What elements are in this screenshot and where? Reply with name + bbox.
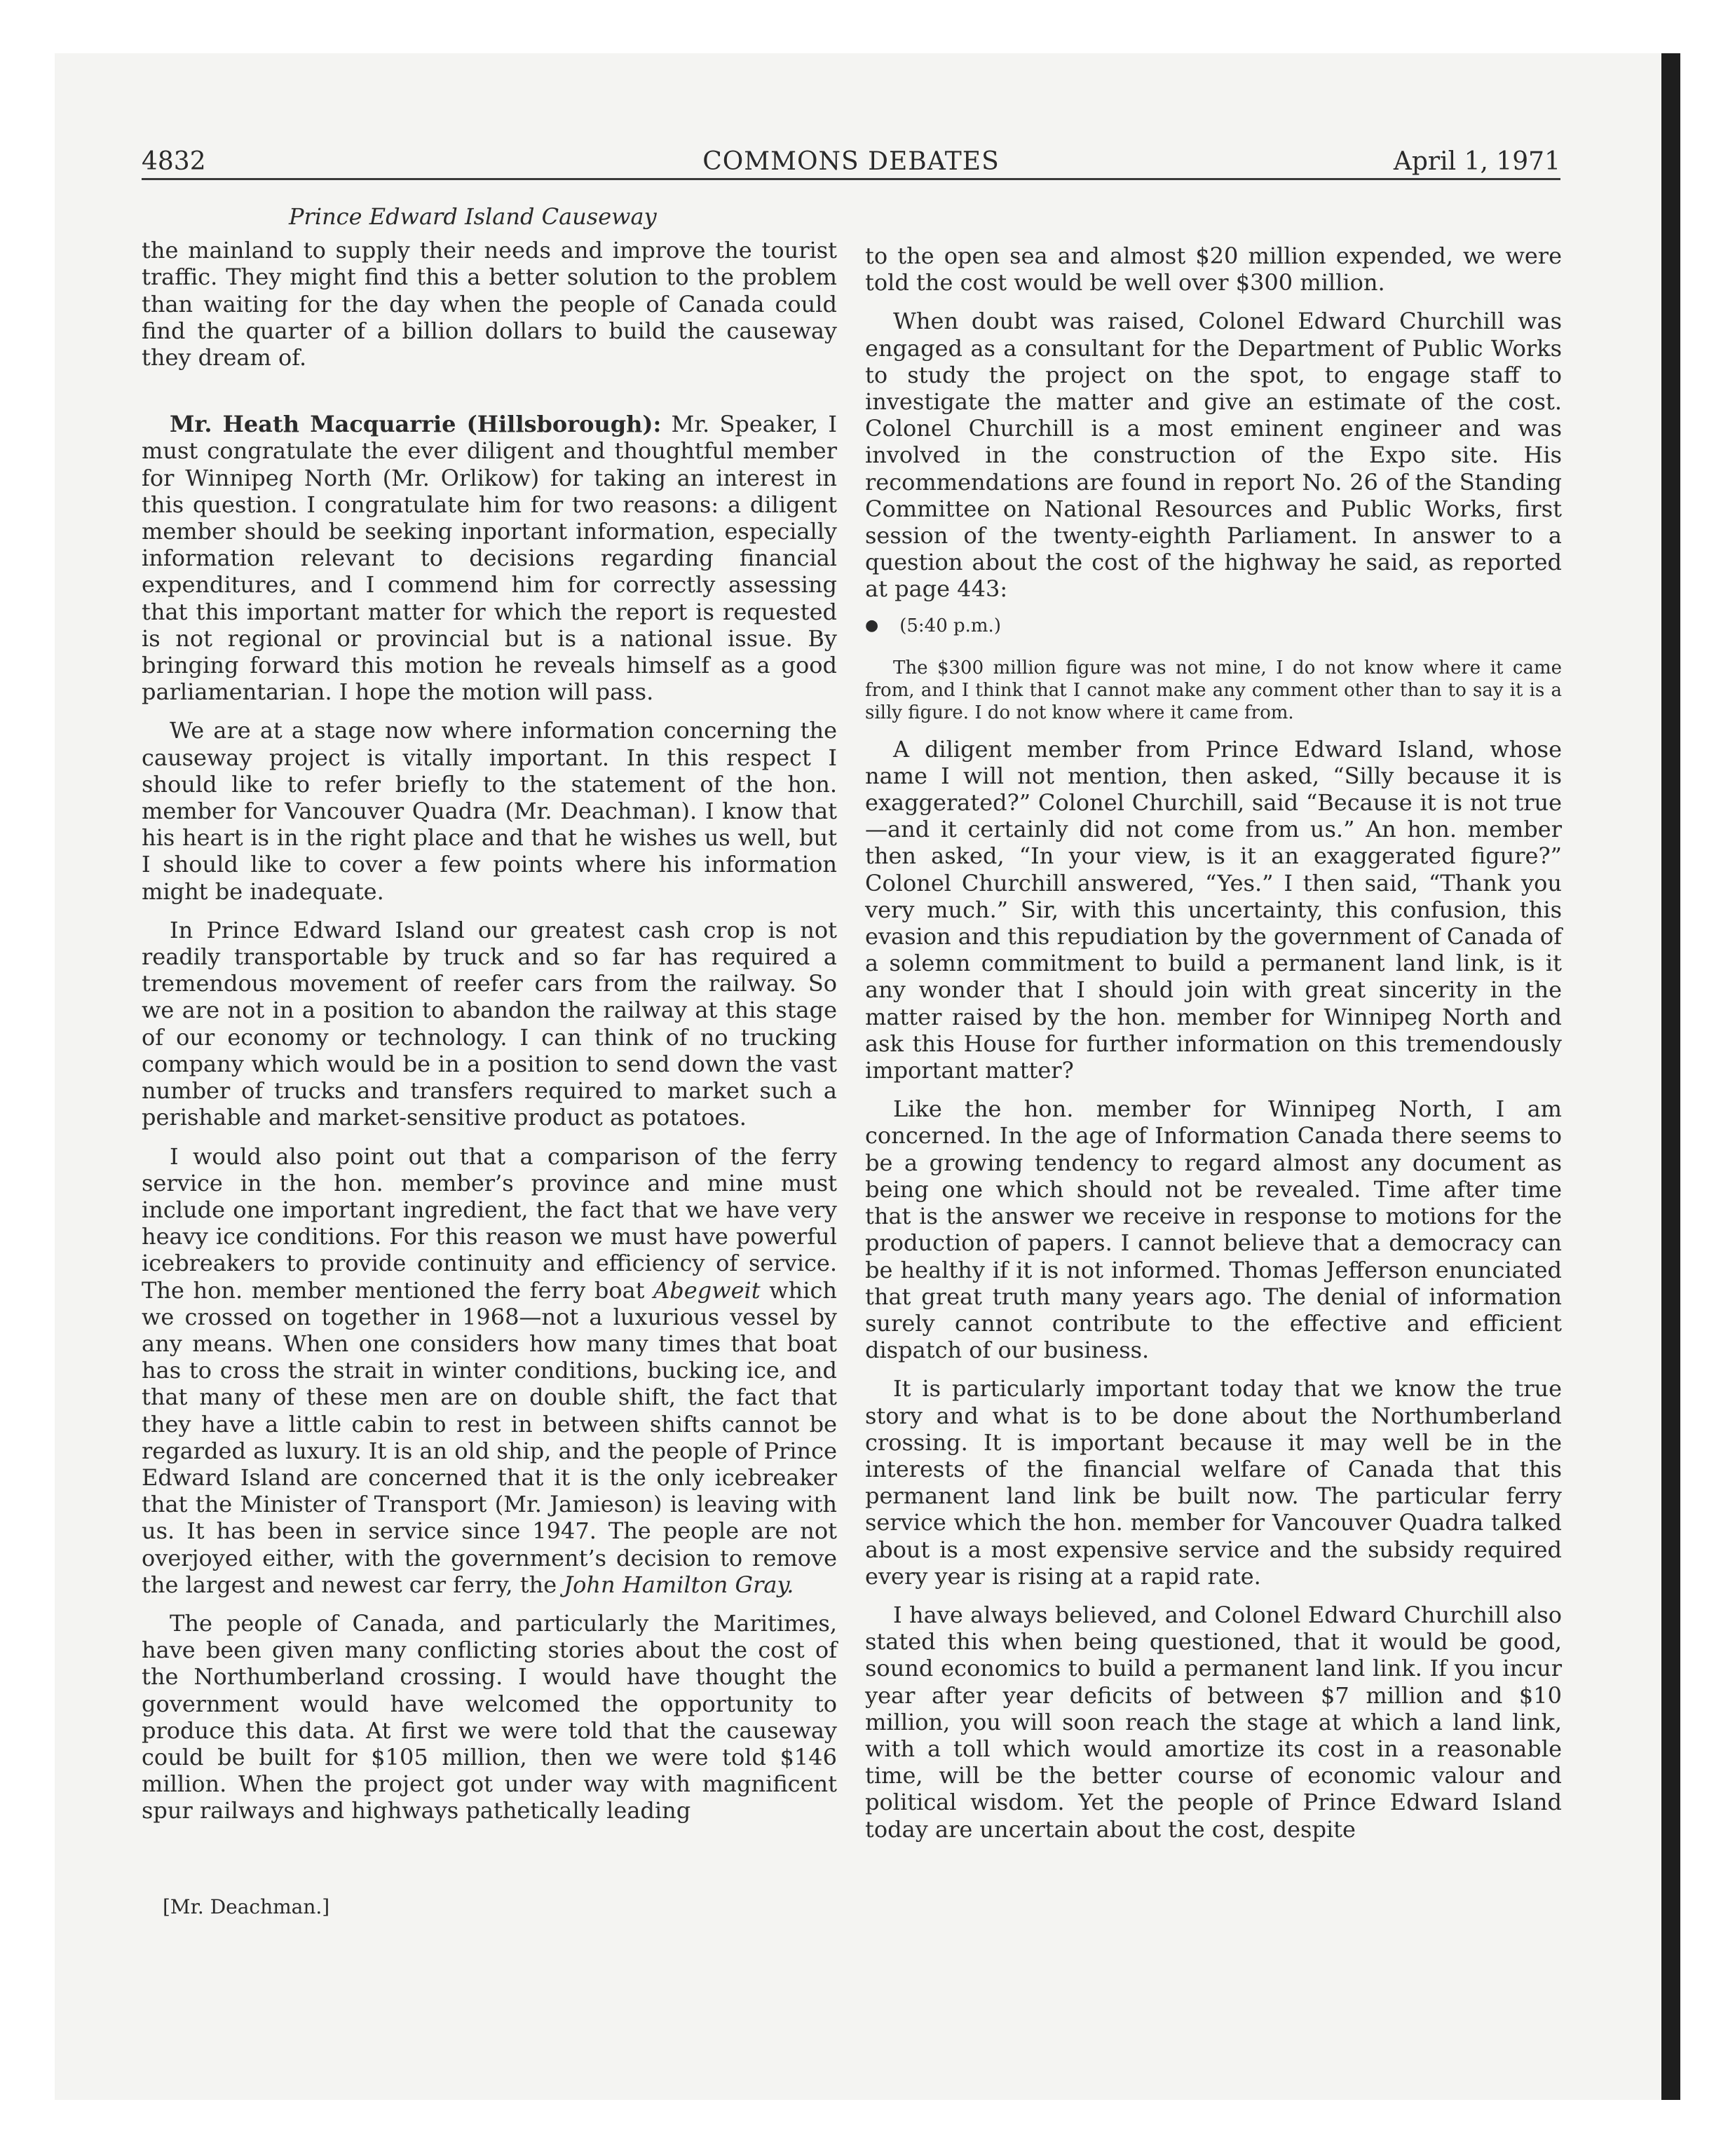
paragraph: We are at a stage now where information concerning the causeway project is vitally important. In this respect I should like to refer briefly to the statement of the hon. member for Vancouver Quadra (Mr. Deachman). I know that his heart is in the right place and that he wishes us well, but I should like to cover a few points where his information might be inadequate. (142, 717, 837, 905)
paragraph (142, 411, 837, 705)
speech-text: Mr. Speaker, I must congratulate the ever diligent and thoughtful member for Winnipeg North (Mr. Orlikow) for taking an interest in this question. I congratulate him for two reasons: a diligent member should be seeking inportant information, especially information relevant to decisions regarding financial expenditures, and I commend him for correctly assessing that this important matter for which the report is requested is not regional or provincial but is a national issue. By bringing forward this motion he reveals himself as a good parliamentarian. I hope the motion will pass. (142, 411, 838, 706)
paragraph (142, 1143, 837, 1598)
page-header (142, 146, 1560, 180)
footer-note: [Mr. Deachman.] (163, 1895, 330, 1918)
left-column (142, 203, 837, 1836)
ship-name: John Hamilton Gray. (564, 1571, 794, 1598)
speaker-name: Mr. Heath Macquarrie (Hillsborough): (170, 411, 662, 438)
section-title: Prince Edward Island Causeway (289, 203, 657, 230)
paragraph: the mainland to supply their needs and improve the tourist traffic. They might find this a better solution to the problem than waiting for the day when the people of Canada could find the quarter of a billion dollars to build the causeway they dream of. (142, 237, 837, 371)
paragraph: I have always believed, and Colonel Edward Churchill also stated this when being questioned, that it would be good, sound economics to build a permanent land link. If you incur year after year deficits of between $7 million and $10 million, you will soon reach the stage at which a land link, with a toll which would amortize its cost in a reasonable time, will be the better course of economic valour and political wisdom. Yet the people of Prince Edward Island today are uncertain about the cost, despite (865, 1601, 1562, 1843)
right-column (865, 243, 1562, 1855)
publication-date: April 1, 1971 (1393, 147, 1560, 176)
block-quote: The $300 million figure was not mine, I do not know where it came from, and I think that I cannot make any comment other than to say it is a silly figure. I do not know where it came from. (865, 657, 1562, 723)
timestamp-text: (5:40 p.m.) (899, 615, 1001, 636)
page-number: 4832 (142, 147, 206, 176)
paragraph: In Prince Edward Island our greatest cash crop is not readily transportable by truck and so far has required a tremendous movement of reefer cars from the railway. So we are not in a position to abandon the railway at this stage of our economy or technology. I can think of no trucking company which would be in a position to send down the vast number of trucks and transfers required to market such a perishable and market-sensitive product as potatoes. (142, 916, 837, 1131)
timestamp (865, 615, 1562, 637)
paragraph: A diligent member from Prince Edward Island, whose name I will not mention, then asked, “Silly because it is exaggerated?” Colonel Churchill, said “Because it is not true—and it certainly did not come from us.” An hon. member then asked, “In your view, is it an exaggerated figure?” Colonel Churchill answered, “Yes.” I then said, “Thank you very much.” Sir, with this uncertainty, this confusion, this evasion and this repudiation by the government of Canada of a solemn commitment to build a permanent land link, is it any wonder that I should join with great sincerity in the matter raised by the hon. member for Winnipeg North and ask this House for further information on this tremendously important matter? (865, 735, 1562, 1084)
ship-name: Abegweit (653, 1276, 761, 1304)
text-span: I would also point out that a comparison of the ferry service in the hon. member’s province and mine must include one important ingredient, the fact that we have very heavy ice conditions. For this reason we must have powerful icebreakers to provide continuity and efficiency of service. The hon. member mentioned the ferry boat (142, 1142, 837, 1304)
paragraph: The people of Canada, and particularly the Maritimes, have been given many conflicting stories about the cost of the Northumberland crossing. I would have thought the government would have welcomed the opportunity to produce this data. At first we were told that the causeway could be built for $105 million, then we were told $146 million. When the project got under way with magnificent spur railways and highways pathetically leading (142, 1609, 837, 1824)
scan-edge-bar (1661, 53, 1680, 2100)
paragraph: to the open sea and almost $20 million expended, we were told the cost would be well over $300 million. (865, 243, 1562, 296)
paragraph: It is particularly important today that we know the true story and what is to be done about the Northumberland crossing. It is important because it may well be in the interests of the financial welfare of Canada that this permanent land link be built now. The particular ferry service which the hon. member for Vancouver Quadra talked about is a most expensive service and the subsidy required every year is rising at a rapid rate. (865, 1375, 1562, 1590)
paragraph: Like the hon. member for Winnipeg North, I am concerned. In the age of Information Canada there seems to be a growing tendency to regard almost any document as being one which should not be revealed. Time after time that is the answer we receive in response to motions for the production of papers. I cannot believe that a democracy can be healthy if it is not informed. Thomas Jefferson enunciated that great truth many years ago. The denial of information surely cannot contribute to the effective and efficient dispatch of our business. (865, 1096, 1562, 1364)
bullet-icon: ● (865, 616, 879, 634)
publication-title: COMMONS DEBATES (702, 147, 1000, 176)
spacer (142, 383, 837, 411)
paragraph: When doubt was raised, Colonel Edward Churchill was engaged as a consultant for the Department of Public Works to study the project on the spot, to engage staff to investigate the matter and give an estimate of the cost. Colonel Churchill is a most eminent engineer and was involved in the construction of the Expo site. His recommendations are found in report No. 26 of the Standing Committee on National Resources and Public Works, first session of the twenty-eighth Parliament. In answer to a question about the cost of the highway he said, as reported at page 443: (865, 308, 1562, 603)
text-span: which we crossed on together in 1968—not a luxurious vessel by any means. When one considers how many times that boat has to cross the strait in winter conditions, bucking ice, and that many of these men are on double shift, the fact that they have a little cabin to rest in between shifts cannot be regarded as luxury. It is an old ship, and the people of Prince Edward Island are concerned that it is the only icebreaker that the Minister of Transport (Mr. Jamieson) is leaving with us. It has been in service since 1947. The people are not overjoyed either, with the government’s decision to remove the largest and newest car ferry, the (142, 1276, 838, 1598)
